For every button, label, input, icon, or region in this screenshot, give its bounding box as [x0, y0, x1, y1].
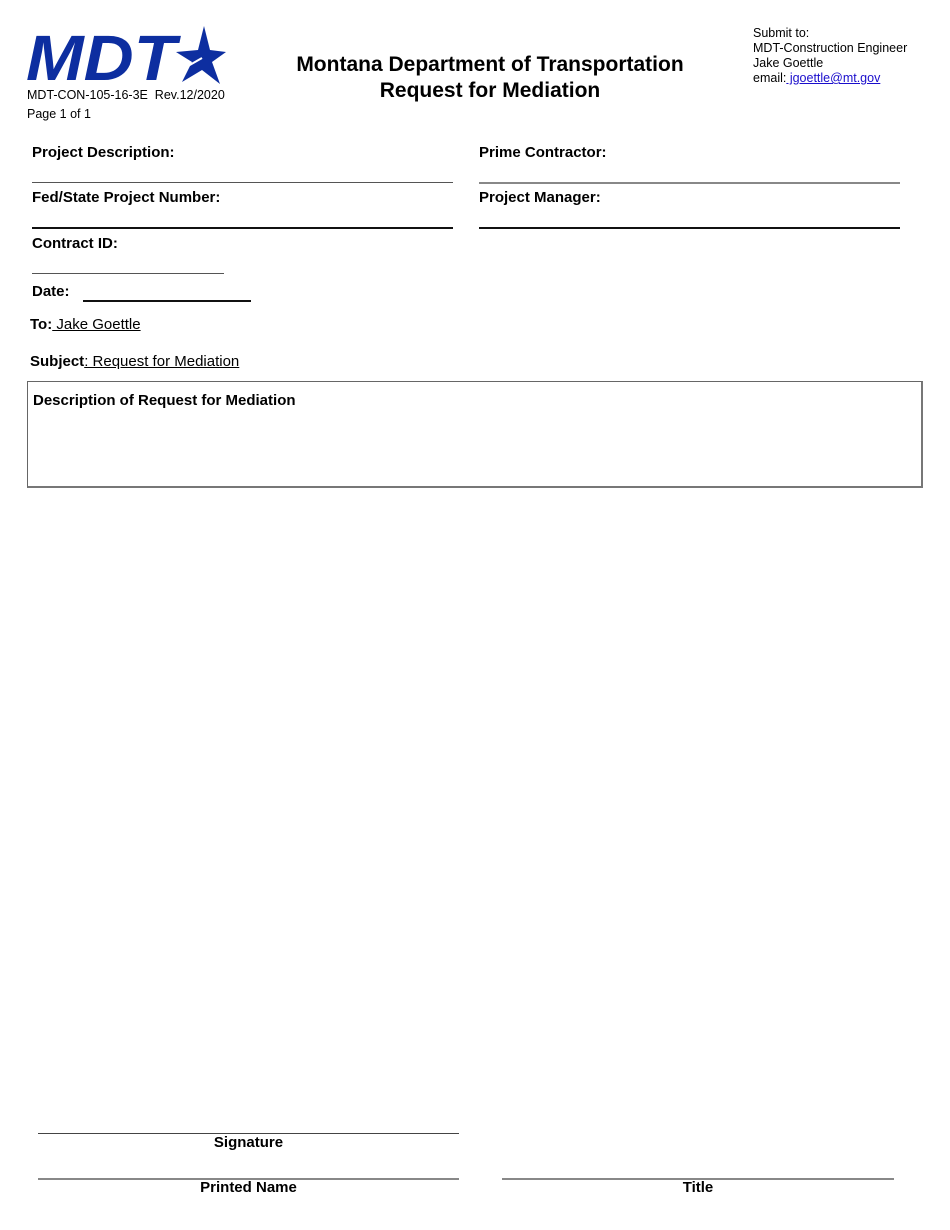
- prime-contractor-field[interactable]: [479, 182, 900, 184]
- signature-label: Signature: [213, 1134, 284, 1151]
- mdt-logo: [26, 24, 226, 86]
- prime-contractor-label: Prime Contractor:: [479, 144, 607, 161]
- subject-value[interactable]: : Request for Mediation: [84, 353, 240, 370]
- date-field[interactable]: [83, 300, 251, 302]
- date-label: Date:: [32, 283, 70, 300]
- project-description-field[interactable]: [32, 182, 453, 183]
- title-label: Title: [682, 1179, 714, 1196]
- project-description-label: Project Description:: [32, 144, 175, 161]
- project-manager-field[interactable]: [479, 227, 900, 229]
- printed-name-label: Printed Name: [200, 1179, 297, 1196]
- to-label: To:: [30, 316, 53, 333]
- submit-to-block: [753, 26, 907, 86]
- email-link[interactable]: jgoettle@mt.gov: [786, 71, 881, 85]
- page-title: [270, 52, 710, 104]
- contract-id-field[interactable]: [32, 273, 224, 274]
- form-id: MDT-CON-105-16-3E Rev.12/2020: [27, 88, 225, 102]
- to-value[interactable]: Jake Goettle: [52, 316, 141, 333]
- title-line-2: Request for Mediation: [379, 79, 601, 102]
- page-number: Page 1 of 1: [27, 107, 91, 121]
- svg-text:MDT: MDT: [26, 24, 182, 86]
- submit-to-email: [753, 71, 907, 86]
- to-line: [30, 316, 141, 333]
- email-label: email:: [753, 71, 787, 85]
- submit-to-name: Jake Goettle: [753, 56, 824, 70]
- mdt-star-logo-icon: [26, 24, 226, 86]
- subject-line: [30, 353, 239, 370]
- submit-to-office: MDT-Construction Engineer: [753, 41, 908, 55]
- subject-label: Subject: [30, 353, 85, 370]
- description-label: Description of Request for Mediation: [33, 392, 296, 409]
- title-line-1: Montana Department of Transportation: [296, 53, 684, 76]
- fed-state-project-number-field[interactable]: [32, 227, 453, 229]
- contract-id-label: Contract ID:: [32, 235, 118, 252]
- fed-state-project-number-label: Fed/State Project Number:: [32, 189, 221, 206]
- project-manager-label: Project Manager:: [479, 189, 601, 206]
- description-box[interactable]: [27, 381, 923, 488]
- submit-to-label: Submit to:: [753, 26, 810, 40]
